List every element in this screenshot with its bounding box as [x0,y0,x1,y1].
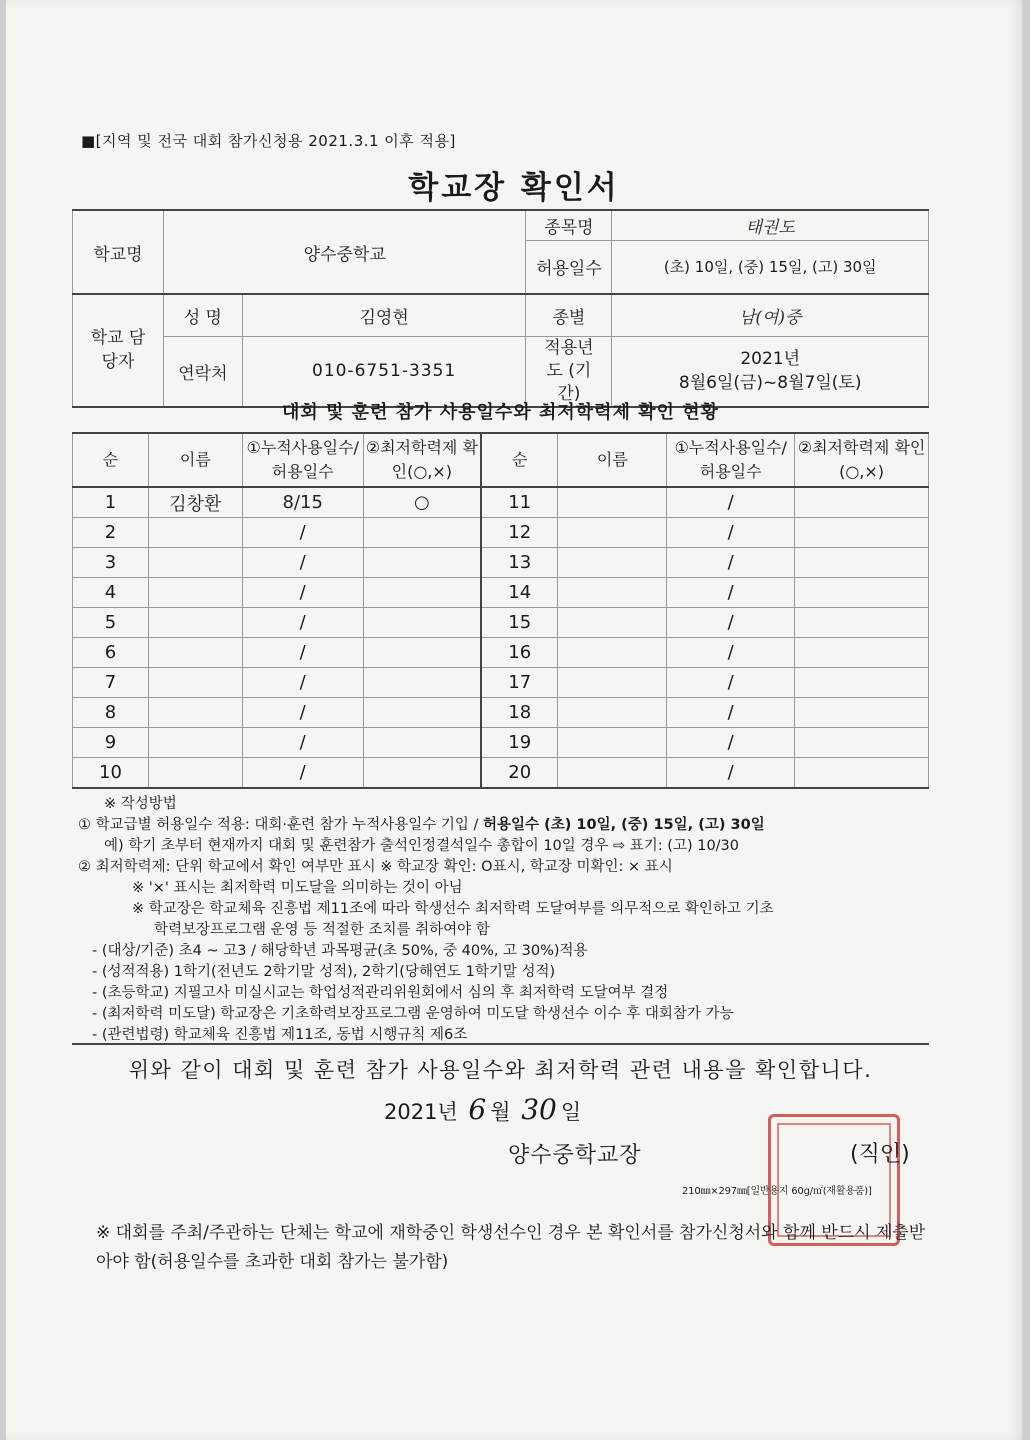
instruction-5: - (대상/기준) 초4 ~ 고3 / 해당학년 과목평균(초 50%, 중 40%, 고 30%)적용 [92,943,588,959]
athlete-name [148,638,242,668]
instruction-1-emphasis: 허용일수 (초) 10일, (중) 15일, (고) 30일 [483,817,765,833]
date-day: 30 [521,1093,557,1126]
days-used: / [667,578,795,608]
athlete-name [558,578,667,608]
row-number: 3 [73,548,149,578]
days-used: / [667,638,795,668]
min-academic-check [795,638,929,668]
days-used: 8/15 [242,487,363,518]
form-usage-label: ■[지역 및 전국 대회 참가신청용 2021.3.1 이후 적용] [81,132,456,150]
min-academic-check [795,758,929,789]
table-row [73,518,929,548]
instruction-4a: ※ 학교장은 학교체육 진흥법 제11조에 따라 학생선수 최저학력 도달여부를 의무적으로 확인하고 기초 [132,901,774,917]
days-used: / [242,578,363,608]
days-used: / [667,668,795,698]
min-academic-check [795,487,929,518]
row-number: 4 [73,578,149,608]
instruction-1-text: ① 학교급별 허용일수 적용: 대회·훈련 참가 누적사용일수 기입 / [78,817,484,833]
min-academic-check [363,608,481,638]
col-name-header: 이름 [148,433,242,487]
school-name-label: 학교명 [73,210,164,294]
table-row [73,548,929,578]
school-manager-label: 학교 담당자 [73,294,164,407]
days-used: / [667,548,795,578]
days-used: / [667,518,795,548]
contact-label: 연락처 [163,336,242,407]
row-number: 8 [73,698,149,728]
table-row [73,668,929,698]
instructions-heading: ※ 작성방법 [104,796,177,812]
min-academic-check [795,548,929,578]
allowed-days-value: (초) 10일, (중) 15일, (고) 30일 [612,240,929,294]
table-row [73,758,929,789]
min-academic-check [795,668,929,698]
status-section-title: 대회 및 훈련 참가 사용일수와 최저학력제 확인 현황 [281,402,719,423]
instruction-7: - (초등학교) 지필고사 미실시교는 학업성적관리위원회에서 심의 후 최저학력 도달여부 결정 [92,985,669,1001]
days-used: / [242,548,363,578]
period-label: 적용년도 (기간) [526,336,612,407]
row-number: 14 [481,578,558,608]
col-min-header-2: ②최저학력제 확인(○,×) [795,433,929,487]
table-row [73,608,929,638]
instruction-9: - (관련법령) 학교체육 진흥법 제11조, 동법 시행규칙 제6조 [92,1027,468,1043]
days-used: / [667,698,795,728]
table-row [73,487,929,518]
paper-spec: 210㎜×297㎜[일반용지 60g/㎡(재활용품)] [682,1186,872,1197]
days-used: / [667,487,795,518]
min-academic-check [795,578,929,608]
period-year: 2021년 [740,349,801,369]
min-academic-check [363,518,481,548]
allowed-days-label: 허용일수 [526,240,612,294]
document-title: 학교장 확인서 [408,170,620,206]
days-used: / [667,608,795,638]
period-value [612,336,929,407]
min-academic-check [363,578,481,608]
row-number: 7 [73,668,149,698]
days-used: / [242,698,363,728]
row-number: 5 [73,608,149,638]
row-number: 20 [481,758,558,789]
days-used: / [667,758,795,789]
document-page [6,0,1022,1440]
athlete-name [558,668,667,698]
athlete-name [148,518,242,548]
instruction-1 [78,815,938,836]
confirmation-date [384,1093,581,1126]
days-used: / [242,608,363,638]
col-no-header-2: 순 [481,433,558,487]
days-used: / [242,668,363,698]
table-row [73,698,929,728]
school-name-value: 양수중학교 [163,210,526,294]
period-range: 8월6일(금)~8월7일(토) [678,373,862,393]
days-used: / [242,758,363,789]
athlete-name [558,487,667,518]
athlete-name [148,608,242,638]
date-month-unit: 월 [490,1100,511,1124]
col-days-header-2: ①누적사용일수/허용일수 [667,433,795,487]
table-row [73,638,929,668]
athlete-name [558,518,667,548]
row-number: 11 [481,487,558,518]
athlete-name [558,698,667,728]
col-no-header: 순 [73,433,149,487]
instruction-1-example: 예) 학기 초부터 현재까지 대회 및 훈련참가 출석인정결석일수 총합이 10일 경우 ⇨ 표기: (고) 10/30 [104,838,740,854]
min-academic-check: ○ [363,487,481,518]
table-row [73,578,929,608]
athlete-name [148,698,242,728]
manager-name-label: 성 명 [163,294,242,336]
date-day-unit: 일 [560,1100,582,1124]
row-number: 1 [73,487,149,518]
athlete-name: 김창환 [148,487,242,518]
row-number: 16 [481,638,558,668]
instruction-6: - (성적적용) 1학기(전년도 2학기말 성적), 2학기(당해연도 1학기말 성적) [92,964,556,980]
row-number: 6 [73,638,149,668]
min-academic-check [363,698,481,728]
date-year: 2021년 [384,1100,458,1124]
sport-value: 태권도 [612,210,929,240]
athlete-name [558,728,667,758]
athlete-name [558,608,667,638]
row-number: 10 [73,758,149,789]
col-min-header: ②최저학력제 확인(○,×) [363,433,481,487]
row-number: 12 [481,518,558,548]
confirmation-statement: 위와 같이 대회 및 훈련 참가 사용일수와 최저학력 관련 내용을 확인합니다. [128,1058,873,1082]
row-number: 9 [73,728,149,758]
instruction-8: - (최저학력 미도달) 학교장은 기초학력보장프로그램 운영하여 미도달 학생선수 이수 후 대회참가 가능 [92,1006,734,1022]
contact-value: 010-6751-3351 [242,336,526,407]
athlete-name [148,578,242,608]
manager-name-value: 김영현 [242,294,526,336]
instruction-3: ※ '×' 표시는 최저학력 미도달을 의미하는 것이 아님 [132,880,463,896]
min-academic-check [363,638,481,668]
divider [72,1043,929,1045]
athlete-name [148,548,242,578]
min-academic-check [795,728,929,758]
row-number: 19 [481,728,558,758]
row-number: 2 [73,518,149,548]
instruction-2: ② 최저학력제: 단위 학교에서 확인 여부만 표시 ※ 학교장 확인: O표시, 학교장 미확인: × 표시 [78,859,673,875]
min-academic-check [363,728,481,758]
table-row [73,728,929,758]
athlete-list-table [72,432,929,789]
sport-label: 종목명 [526,210,612,240]
row-number: 17 [481,668,558,698]
athlete-name [558,548,667,578]
school-info-table [72,209,929,408]
instructions-section [78,794,938,1046]
min-academic-check [795,698,929,728]
col-days-header: ①누적사용일수/허용일수 [242,433,363,487]
row-number: 15 [481,608,558,638]
min-academic-check [363,548,481,578]
min-academic-check [363,758,481,789]
gender-value: 남(여)중 [612,294,929,336]
min-academic-check [795,518,929,548]
days-used: / [667,728,795,758]
principal-title: 양수중학교장 [508,1143,642,1168]
days-used: / [242,518,363,548]
col-name-header-2: 이름 [558,433,667,487]
min-academic-check [795,608,929,638]
gender-label: 종별 [526,294,612,336]
athlete-name [148,758,242,789]
athlete-name [148,728,242,758]
athlete-name [148,668,242,698]
footer-note: ※ 대회를 주최/주관하는 단체는 학교에 재학중인 학생선수인 경우 본 확인서를 참가신청서와 함께 반드시 제출받아야 함(허용일수를 초과한 대회 참가는 불가함) [96,1223,926,1272]
days-used: / [242,638,363,668]
days-used: / [242,728,363,758]
seal-label: (직인) [850,1142,910,1167]
instruction-4b: 학력보장프로그램 운영 등 적절한 조치를 취하여야 함 [154,922,490,938]
row-number: 18 [481,698,558,728]
athlete-name [558,758,667,789]
date-month: 6 [468,1093,487,1126]
min-academic-check [363,668,481,698]
athlete-name [558,638,667,668]
row-number: 13 [481,548,558,578]
